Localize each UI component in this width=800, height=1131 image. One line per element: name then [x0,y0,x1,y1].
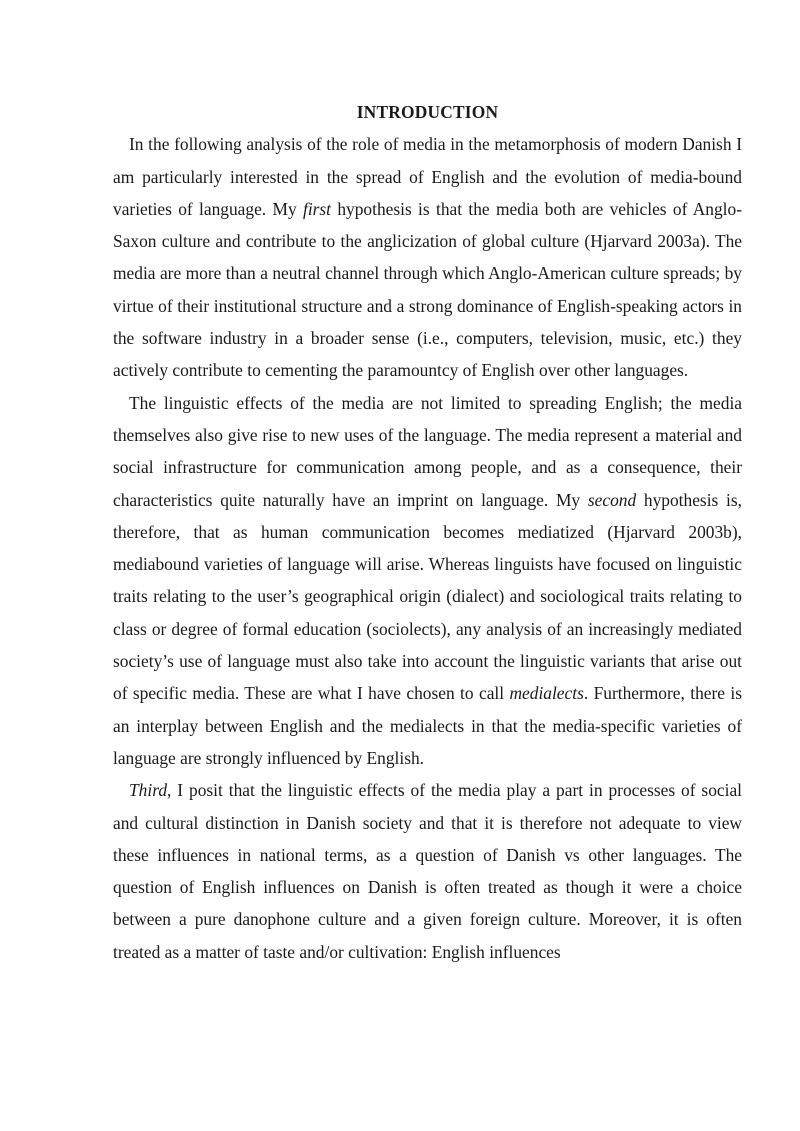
paragraph-1-emphasis: first [302,198,332,219]
paragraph-2-emphasis-second: second [587,489,637,510]
paragraph-1-text-b: hypothesis is that the media both are vehicles of Anglo-Saxon culture and contribute to the anglicization of global culture (Hjarvard 2003a). The media are more than a neutral channel through which Anglo-American culture spreads; by virtue of their institutional structure and a strong dominance of English-speaking actors in the software industry in a broader sense (i.e., computers, television, music, etc.) they actively contribute to cementing the paramountcy of English over other languages. [113,198,742,381]
paragraph-2-text-c: . Furthermore, there is an interplay between English and the medialects in that the media-specific varieties of language are strongly influenced by English. [113,683,742,768]
paragraph-1 [113,128,742,386]
paragraph-3 [113,774,742,968]
paragraph-1-text-a: In the following analysis of the role of media in the metamorphosis of modern Danish I am particularly interested in the spread of English and the evolution of media-bound varieties of language. My [113,134,742,219]
document-body [113,96,742,968]
section-heading: INTRODUCTION [356,102,499,122]
paragraph-2-text-a: The linguistic effects of the media are not limited to spreading English; the media themselves also give rise to new uses of the language. The media represent a material and social infrastructure for communication among people, and as a consequence, their characteristics quite naturally have an imprint on language. My [113,392,742,510]
paragraph-2-text-b: hypothesis is, therefore, that as human communication becomes mediatized (Hjarvard 2003b), mediabound varieties of language will arise. Whereas linguists have focused on linguistic traits relating to the user’s geographical origin (dialect) and sociological traits relating to class or degree of formal education (sociolects), any analysis of an increasingly mediated society’s use of language must also take into account the linguistic variants that arise out of specific media. These are what I have chosen to call [113,489,742,704]
paragraph-2 [113,387,742,775]
paragraph-2-emphasis-medialects: medialects [509,683,584,704]
paragraph-3-emphasis: Third [129,780,168,801]
paragraph-3-text-a: , I posit that the linguistic effects of the media play a part in processes of social and cultural distinction in Danish society and that it is therefore not adequate to view these influences in national terms, as a question of Danish vs other languages. The question of English influences on Danish is often treated as though it were a choice between a pure danophone culture and a given foreign culture. Moreover, it is often treated as a matter of taste and/or cultivation: English influences [113,780,742,962]
